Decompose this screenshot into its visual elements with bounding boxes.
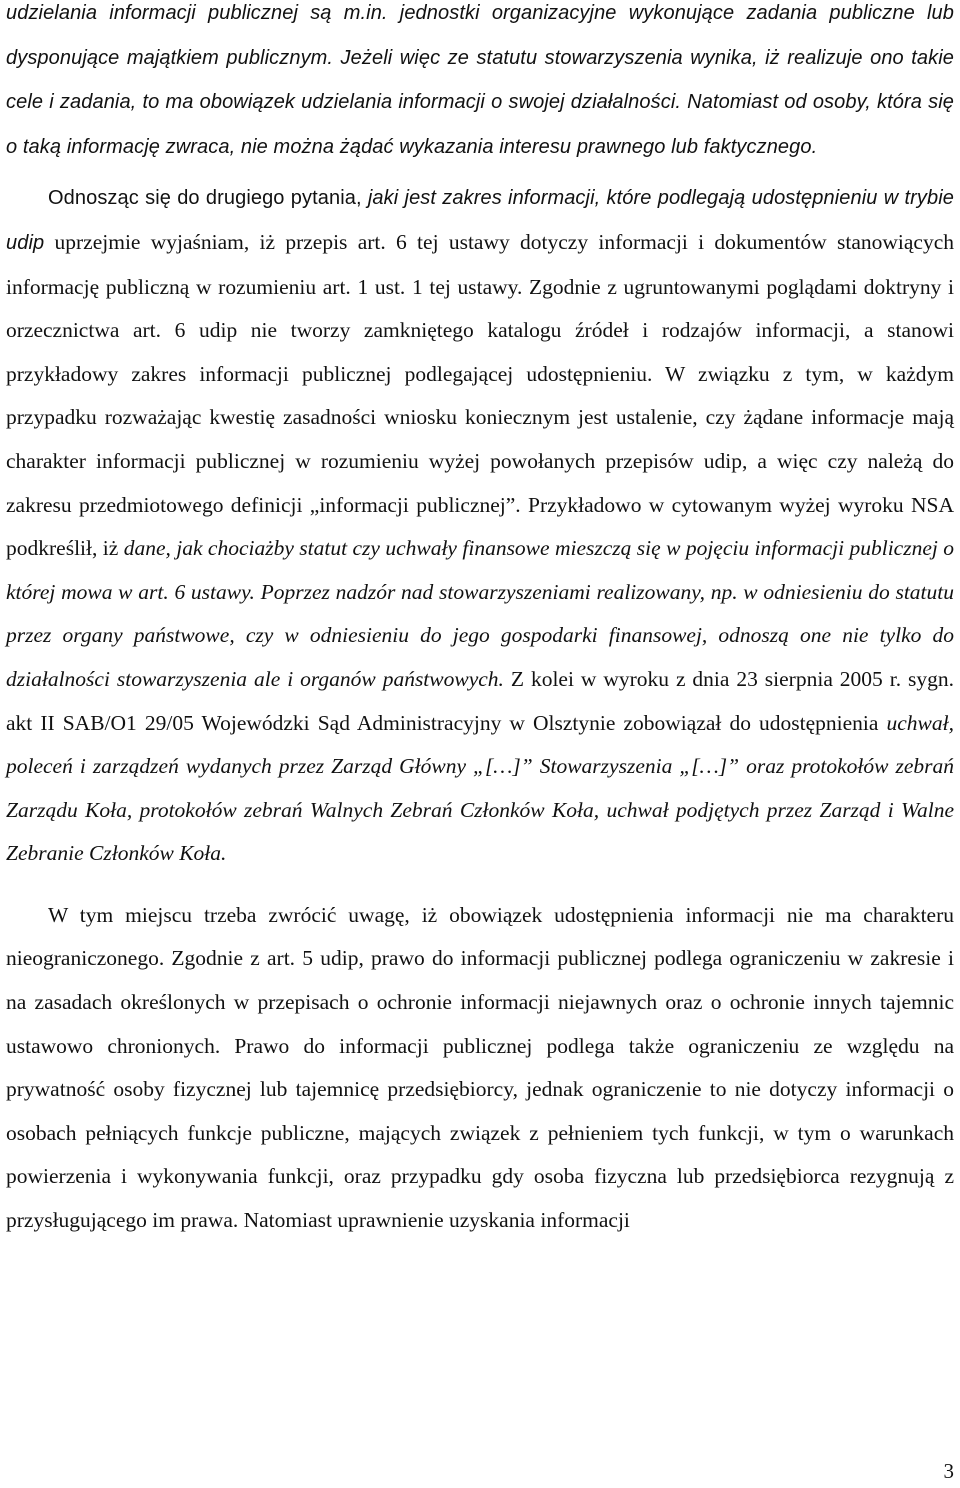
paragraph-2-segment: uprzejmie wyjaśniam, iż przepis art. 6 tej ustawy dotyczy informacji i dokumentów stanowiących informację publiczną w rozumieniu art. 1 ust. 1 tej ustawy. Zgodnie z ugruntowanymi poglądami doktryny i orzecznictwa art. 6 udip nie tworzy zamkniętego katalogu źródeł i rodzajów informacji, a stanowi przykładowy zakres informacji publicznej podlegającej udostępnieniu. W związku z tym, w każdym przypadku rozważając kwestię zasadności wniosku koniecznym jest ustalenie, czy żądane informacje mają charakter informacji publicznej w rozumieniu wyżej powołanych przepisów udip, a więc czy należą do zakresu przedmiotowego definicji „informacji publicznej”. Przykładowo w cytowanym wyżej wyroku NSA podkreślił, iż	[6, 229, 954, 561]
paragraph-2-segment: Odnosząc się do drugiego pytania,	[48, 187, 368, 210]
paragraph-3-text: W tym miejscu trzeba zwrócić uwagę, iż obowiązek udostępnienia informacji nie ma charakteru nieograniczonego. Zgodnie z art. 5 udip, prawo do informacji publicznej podlega ograniczeniu w zakresie i na zasadach określonych w przepisach o ochronie informacji niejawnych oraz o ochronie innych tajemnic ustawowo chronionych. Prawo do informacji publicznej podlega także ograniczeniu ze względu na prywatność osoby fizycznej lub tajemnicę przedsiębiorcy, jednak ograniczenie to nie dotyczy informacji o osobach pełniących funkcje publiczne, mających związek z pełnieniem tych funkcji, w tym o warunkach powierzenia i wykonywania funkcji, oraz przypadku gdy osoba fizyczna lub przedsiębiorca rezygnują z przysługującego im prawa. Natomiast uprawnienie uzyskania informacji	[6, 902, 954, 1233]
paragraph-1	[6, 0, 954, 169]
paragraph-3	[6, 894, 954, 1243]
paragraph-2-segment: Z kolei w wyroku z dnia 23 sierpnia 2005 r. sygn. akt II SAB/O1 29/05 Wojewódzki Sąd Administracyjny w Olsztynie zobowiązał do udostępnienia	[6, 666, 955, 735]
paragraph-2-segment: jaki jest zakres informacji, które podlegają udostępnieniu w trybie udip	[6, 187, 955, 254]
page-number: 3	[943, 1459, 954, 1483]
paragraph-1-text: udzielania informacji publicznej są m.in. jednostki organizacyjne wykonujące zadania publiczne lub dysponujące majątkiem publicznym. Jeżeli więc ze statutu stowarzyszenia wynika, iż realizuje ono takie cele i zadania, to ma obowiązek udzielania informacji o swojej działalności. Natomiast od osoby, która się o taką informację zwraca, nie można żądać wykazania interesu prawnego lub faktycznego.	[6, 2, 954, 158]
paragraph-2-segment: dane, jak chociażby statut czy uchwały finansowe mieszczą się w pojęciu informacji publicznej o której mowa w art. 6 ustawy. Poprzez nadzór nad stowarzyszeniami realizowany, np. w odniesieniu do statutu przez organy państwowe, czy w odniesieniu do jego gospodarki finansowej, odnoszą one nie tylko do działalności stowarzyszenia ale i organów państwowych.	[6, 536, 954, 691]
paragraph-2-segment: uchwał, poleceń i zarządzeń wydanych przez Zarząd Główny „[…]” Stowarzyszenia „[…]” oraz protokołów zebrań Zarządu Koła, protokołów zebrań Walnych Zebrań Członków Koła, uchwał podjętych przez Zarząd i Walne Zebranie Członków Koła.	[6, 710, 954, 866]
paragraph-2	[6, 176, 954, 876]
